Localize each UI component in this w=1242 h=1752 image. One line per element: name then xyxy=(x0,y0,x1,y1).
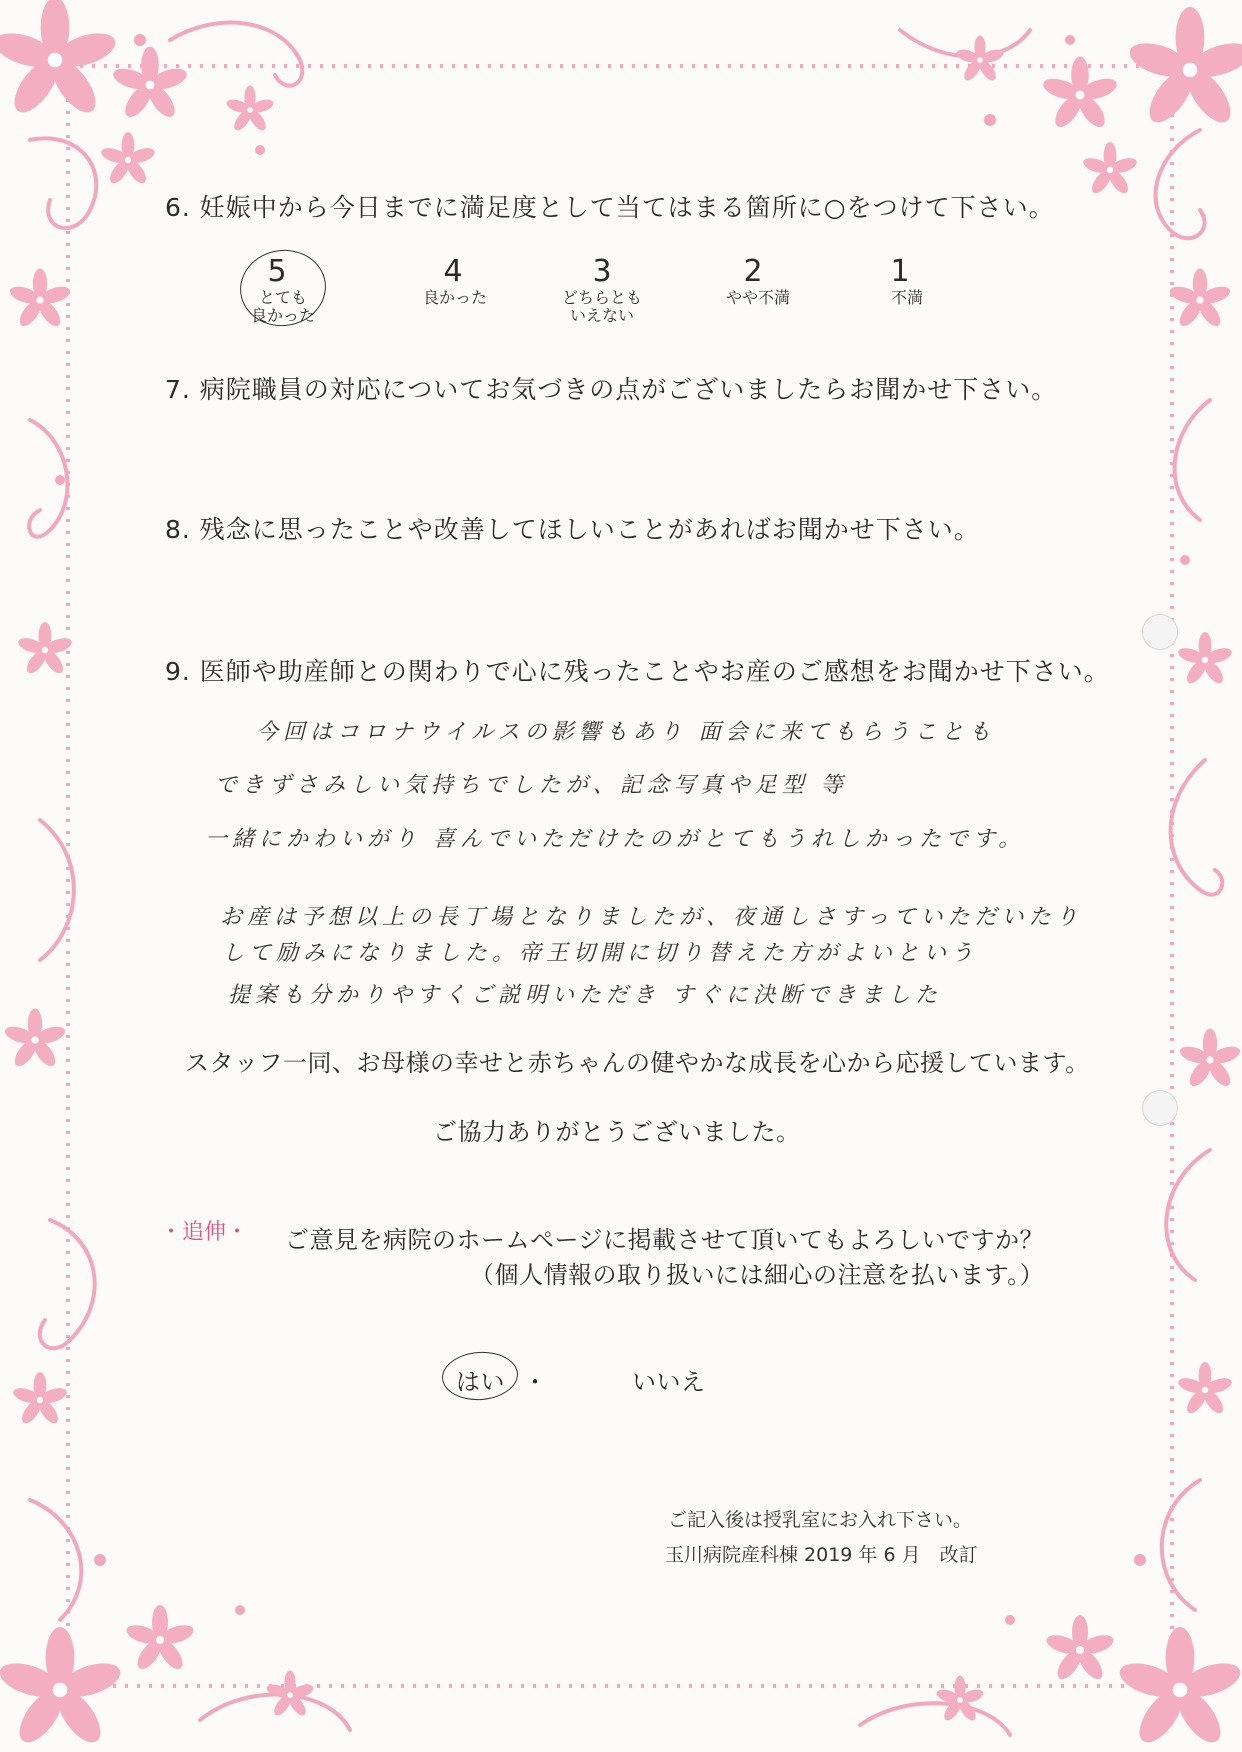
thanks-message: ご協力ありがとうございました。 xyxy=(433,1118,801,1146)
handwritten-line: 提案も分かりやすくご説明いただき すぐに決断できました xyxy=(228,983,942,1008)
scale-3-label-line1: どちらとも xyxy=(561,288,642,307)
revision-info: 玉川病院産科棟 2019 年 6 月 改訂 xyxy=(665,1544,978,1566)
scale-4-label: 良かった xyxy=(422,288,487,307)
submission-instruction: ご記入後は授乳室にお入れ下さい。 xyxy=(668,1509,973,1531)
punch-hole xyxy=(1142,614,1178,650)
yes-option[interactable]: はい xyxy=(456,1368,505,1396)
handwritten-line: お産は予想以上の長丁場となりましたが、夜通しさすっていただいたり xyxy=(220,905,1083,930)
postscript-note: （個人情報の取り扱いには細心の注意を払います。） xyxy=(470,1261,1045,1289)
scale-1-label: 不満 xyxy=(890,288,923,307)
handwritten-line: して励みになりました。帝王切開に切り替えた方がよいという xyxy=(222,941,979,966)
staff-message: スタッフ一同、お母様の幸せと赤ちゃんの健やかな成長を心から応援しています。 xyxy=(185,1049,1090,1077)
postscript-question: ご意見を病院のホームページに掲載させて頂いてもよろしいですか？ xyxy=(285,1226,1045,1254)
scale-2-number[interactable]: 2 xyxy=(743,254,763,289)
handwritten-line: 一緒にかわいがり 喜んでいただけたのがとてもうれしかったです。 xyxy=(205,827,1026,852)
scale-3-label-line2: いえない xyxy=(569,306,634,325)
scale-3-number[interactable]: 3 xyxy=(592,254,612,289)
scale-5-label-line2: 良かった xyxy=(250,306,315,325)
scale-5-number[interactable]: 5 xyxy=(267,254,287,289)
punch-hole xyxy=(1142,1090,1178,1126)
scale-2-label: やや不満 xyxy=(725,288,790,307)
postscript-tag: ・追伸・ xyxy=(160,1220,249,1245)
option-separator: ・ xyxy=(523,1368,548,1396)
question-9: 9. 医師や助産師との関わりで心に残ったことやお産のご感想をお聞かせ下さい。 xyxy=(165,657,1110,686)
no-option[interactable]: いいえ xyxy=(632,1368,706,1396)
handwritten-line: 今回はコロナウイルスの影響もあり 面会に来てもらうことも xyxy=(256,720,996,745)
question-8: 8. 残念に思ったことや改善してほしいことがあればお聞かせ下さい。 xyxy=(165,515,980,544)
scale-4-number[interactable]: 4 xyxy=(443,254,463,289)
scale-1-number[interactable]: 1 xyxy=(890,254,910,289)
scale-5-label-line1: とても xyxy=(258,288,307,307)
question-6: 6. 妊娠中から今日までに満足度として当てはまる箇所に○をつけて下さい。 xyxy=(165,193,1055,222)
handwritten-line: できずさみしい気持ちでしたが、記念写真や足型 等 xyxy=(215,773,848,798)
question-7: 7. 病院職員の対応についてお気づきの点がございましたらお聞かせ下さい。 xyxy=(165,375,1058,404)
